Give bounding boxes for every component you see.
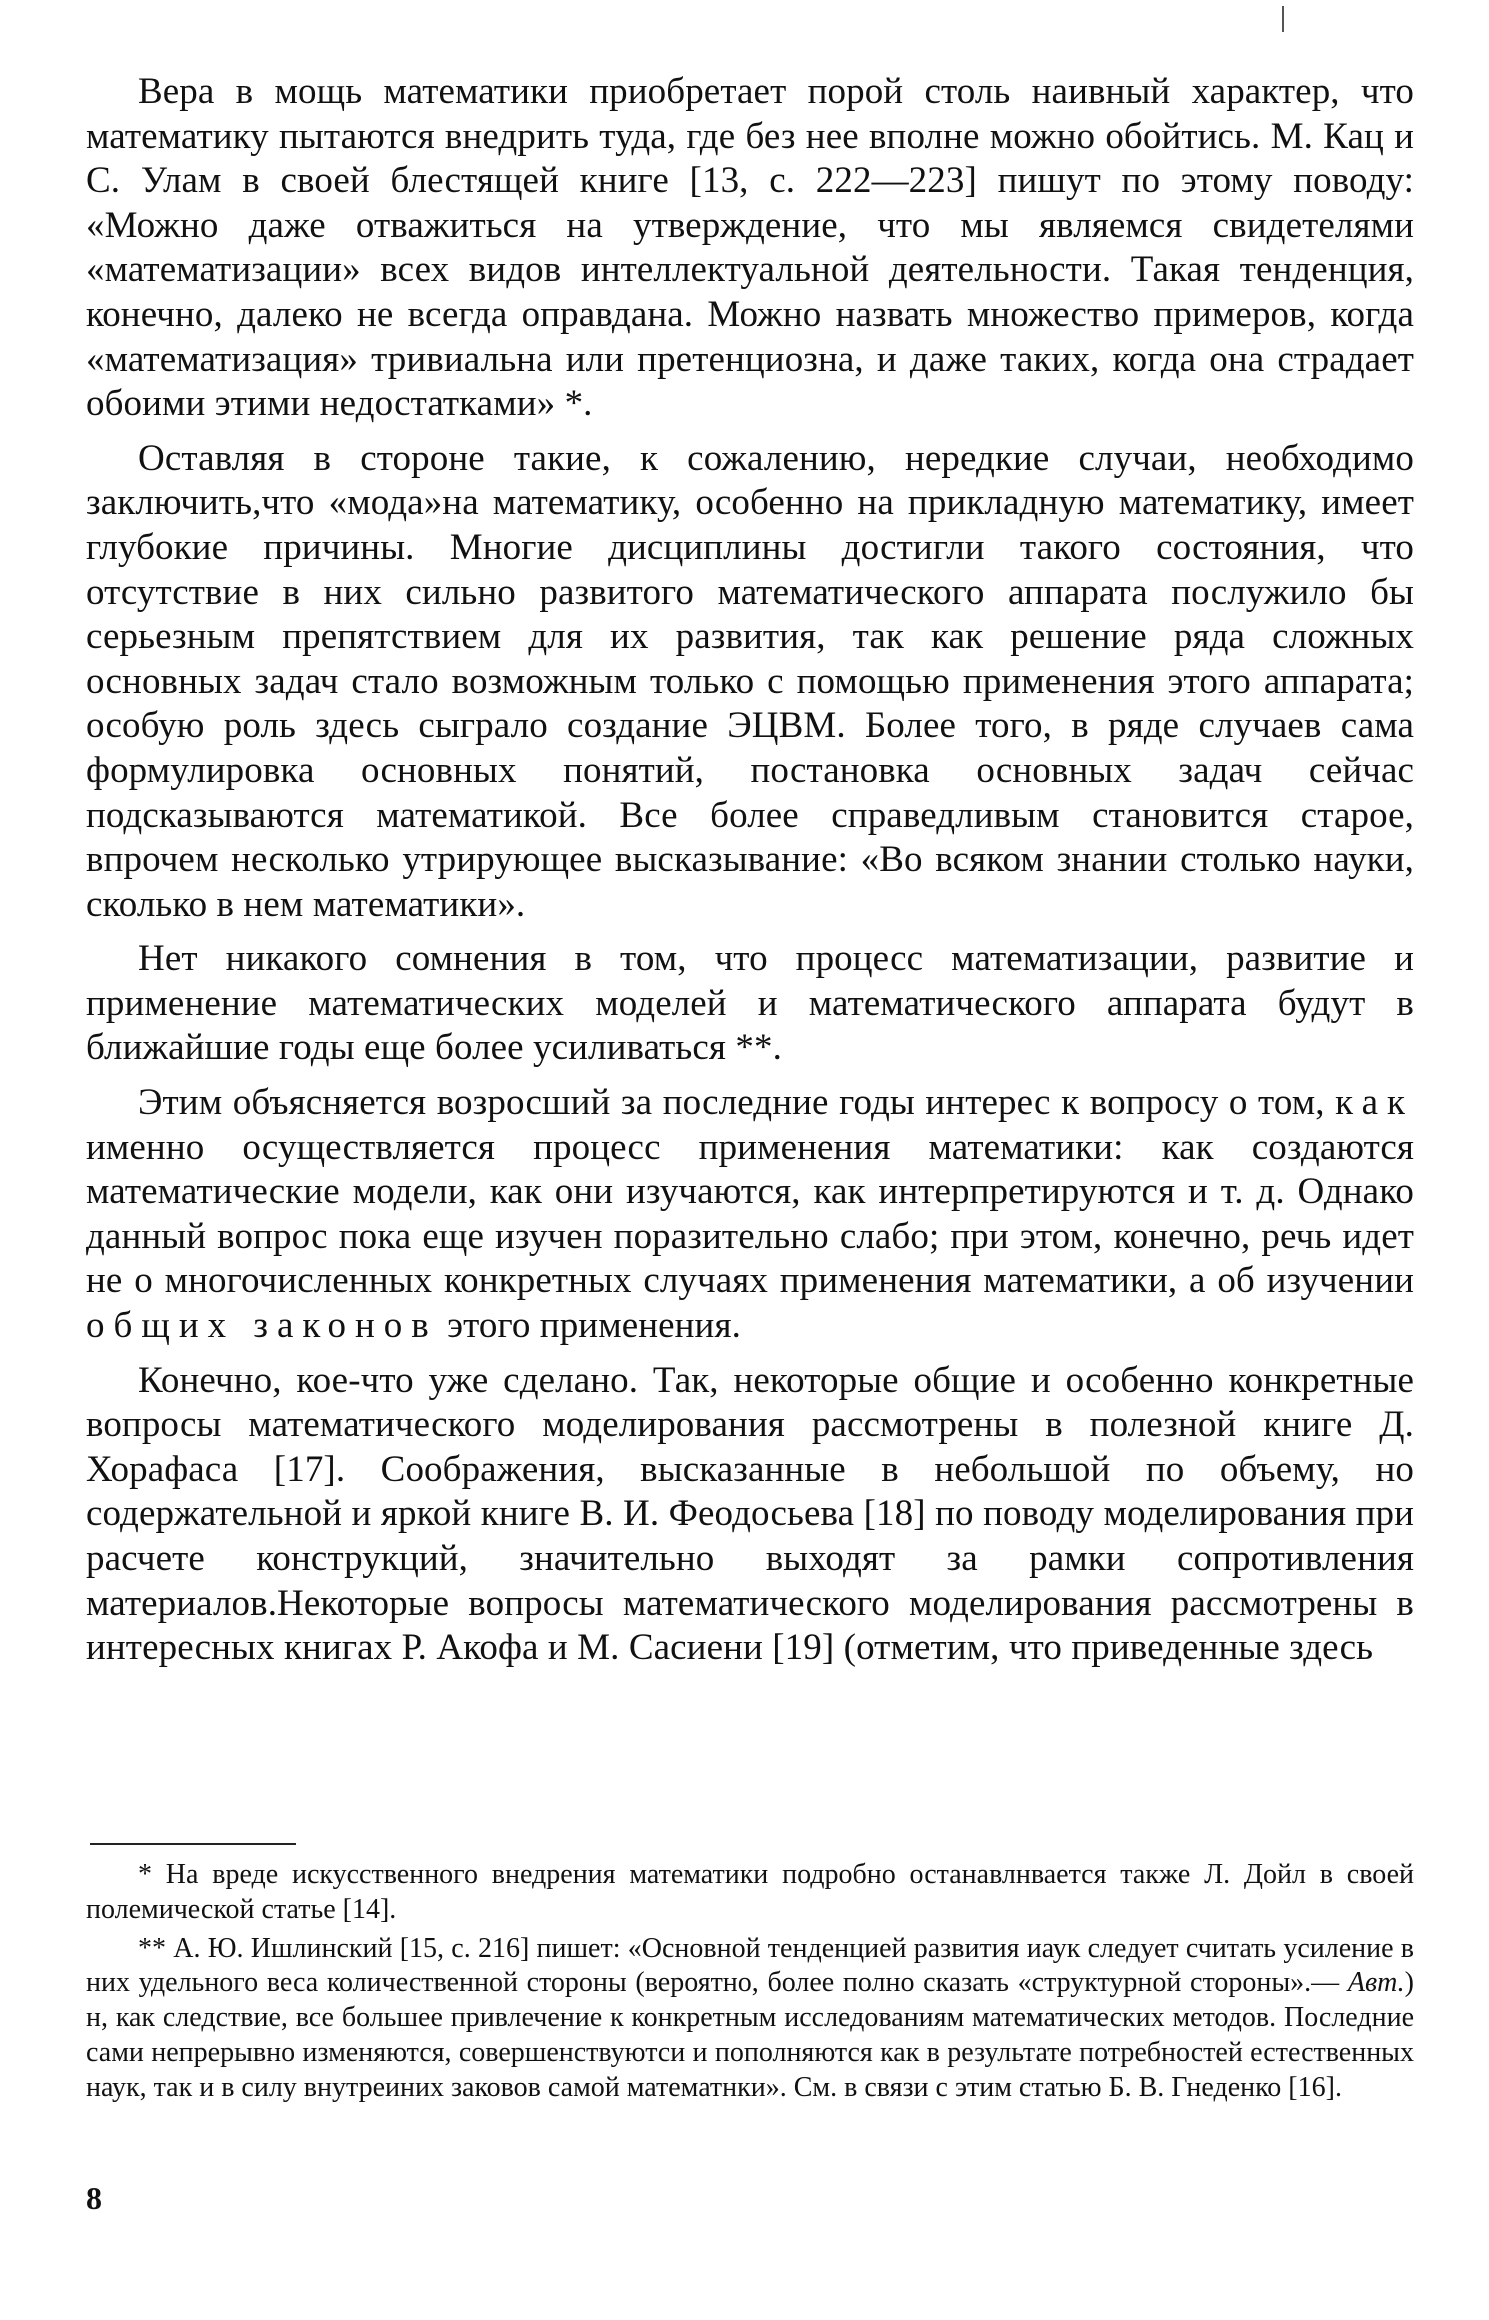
footnote-separator (90, 1843, 296, 1845)
footnotes (86, 1858, 1414, 2110)
page-number: 8 (86, 2180, 102, 2216)
footnote-2 (86, 1932, 1414, 2106)
scan-mark (1282, 6, 1284, 32)
paragraph-5: Конечно, кое-что уже сделано. Так, некоторые общие и особенно конкретные вопросы математического моделирования рассмотрены в полезной книге Д. Хорафаса [17]. Соображения, высказанные в небольшой по объему, но содержательной и яркой книге В. И. Феодосьева [18] по поводу моделирования при расчете конструкций, значительно выходят за рамки сопротивления материалов.Некоторые вопросы математического моделирования рассмотрены в интересных книгах Р. Акофа и М. Сасиени [19] (отметим, что приведенные здесь (86, 1359, 1414, 1669)
paragraph-4-part-3: этого применения. (437, 1305, 741, 1347)
footnote-2-after: ) н, как следствие, все большее привлечение к конкретным исследованиям математических методов. Последние сами непрерывно изменяются, совершенствуютси и пополняются как в результате потребностей естественных наук, так и в силу внутреиних заковов самой математнки». См. в связи с этим статью Б. В. Гнеденко [16]. (86, 1967, 1414, 2103)
main-text (86, 70, 1414, 1681)
footnote-2-before: ** А. Ю. Ишлинский [15, с. 216] пишет: «Основной тенденцией развития иаук следует считать усиление в них удельного веса количественной стороны (вероятно, более полно сказать «структурной стороны».— (86, 1932, 1414, 1999)
paragraph-3: Нет никакого сомнения в том, что процесс математизации, развитие и применение математических моделей и математического аппарата будут в ближайшие годы еще более усиливаться **. (86, 938, 1414, 1069)
paragraph-4-part-1: Этим объясняется возросший за последние годы интерес к вопросу о том, (138, 1082, 1336, 1124)
spaced-phrase-obshchikh-zakonov: общих законов (86, 1305, 438, 1347)
paragraph-4-part-2: именно осуществляется процесс применения математики: как создаются математические модели, как они изучаются, как интерпретируются и т. д. Однако данный вопрос пока еще изучен поразительно слабо; при этом, конечно, речь идет не о многочисленных конкретных случаях применения математики, а об изучении (86, 1126, 1414, 1302)
footnote-2-author: Авт. (1347, 1967, 1405, 1999)
paragraph-4 (86, 1081, 1414, 1349)
footnote-1: * На вреде искусственного внедрения математики подробно останавлнвается также Л. Дойл в своей полемической статье [14]. (86, 1859, 1414, 1925)
paragraph-2: Оставляя в стороне такие, к сожалению, нередкие случаи, необходимо заключить,что «мода»на математику, особенно на прикладную математику, имеет глубокие причины. Многие дисциплины достигли такого состояния, что отсутствие в них сильно развитого математического аппарата послужило бы серьезным препятствием для их развития, так как решение ряда сложных основных задач стало возможным только с помощью применения этого аппарата; особую роль здесь сыграло создание ЭЦВМ. Более того, в ряде случаев сама формулировка основных понятий, постановка основных задач сейчас подсказываются математикой. Все более справедливым становится старое, впрочем несколько утрирующее высказывание: «Во всяком знании столько науки, сколько в нем математики». (86, 437, 1414, 925)
spaced-word-kak: как (1335, 1082, 1414, 1124)
paragraph-1: Вера в мощь математики приобретает порой столь наивный характер, что математику пытаются внедрить туда, где без нее вполне можно обойтись. М. Кац и С. Улам в своей блестящей книге [13, с. 222—223] пишут по этому поводу: «Можно даже отважиться на утверждение, что мы являемся свидетелями «математизации» всех видов интеллектуальной деятельности. Такая тенденция, конечно, далеко не всегда оправдана. Можно назвать множество примеров, когда «математизация» тривиальна или претенциозна, и даже таких, когда она страдает обоими этими недостатками» *. (86, 71, 1414, 425)
